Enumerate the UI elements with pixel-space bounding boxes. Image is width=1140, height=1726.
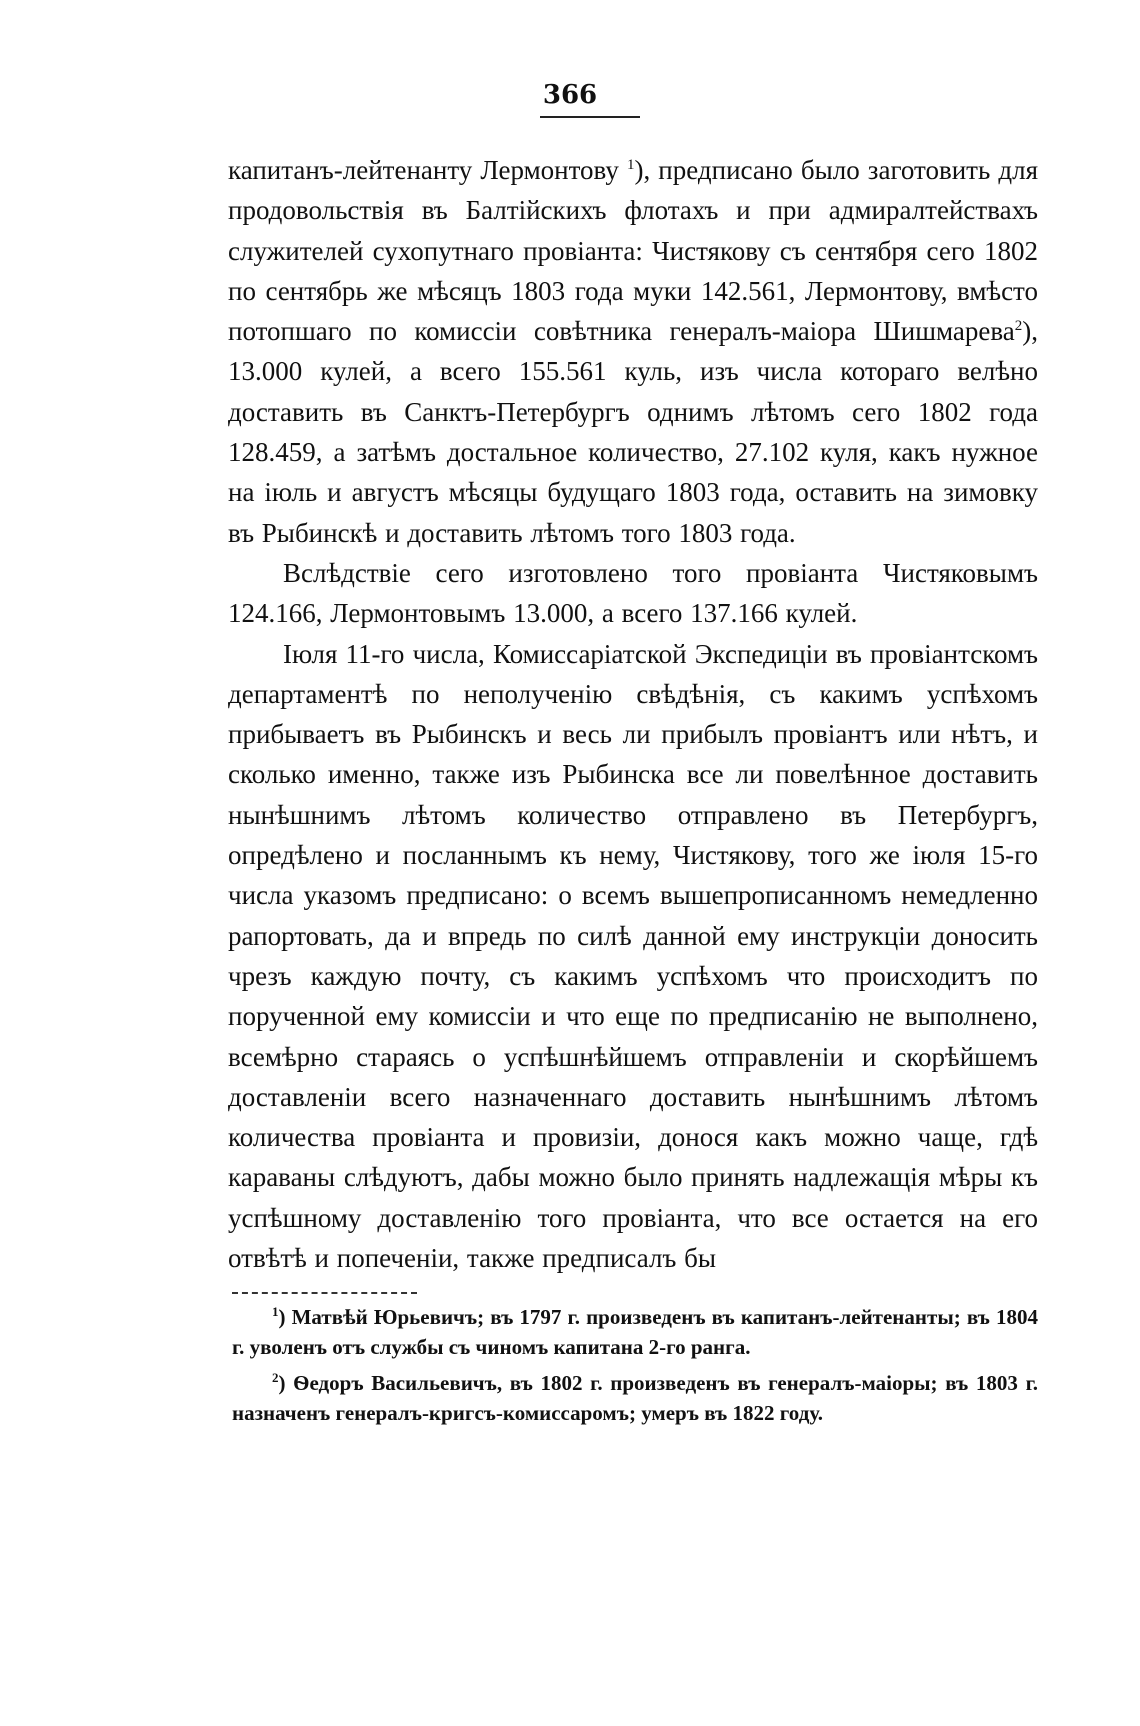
- page-number-rule: [540, 116, 640, 118]
- paragraph-1-text-a: капитанъ-лейтенанту Лермонтову: [228, 155, 627, 185]
- paragraph-3: Іюля 11-го числа, Комиссаріатской Экспедиціи въ провіантскомъ департаментѣ по неполученію свѣдѣнія, съ какимъ успѣхомъ прибываетъ въ Рыбинскъ и весь ли прибылъ провіантъ или нѣтъ, и сколько именно, также изъ Рыбинска все ли повелѣнное доставить нынѣшнимъ лѣтомъ количество отправлено въ Петербургъ, опредѣлено и посланнымъ къ нему, Чистякову, того же іюля 15-го числа указомъ предписано: о всемъ вышепрописанномъ немедленно рапортовать, да и впредь по силѣ данной ему инструкціи доносить чрезъ каждую почту, съ какимъ успѣхомъ что происходитъ по порученной ему комиссіи и что еще по предписанію не выполнено, всемѣрно стараясь о успѣшнѣйшемъ отправленіи и скорѣйшемъ доставленіи всего назначеннаго доставить нынѣшнимъ лѣтомъ количества провіанта и провизіи, донося какъ можно чаще, гдѣ караваны слѣдуютъ, дабы можно было принять надлежащія мѣры къ успѣшному доставленію того провіанта, что все остается на его отвѣтѣ и попеченіи, также предписалъ бы: [228, 638, 1038, 1274]
- footnote-ref-1: 1: [626, 157, 635, 173]
- paragraph-1-text-c: ), 13.000 кулей, а всего 155.561 куль, изъ числа котораго велѣно доставить въ Санктъ-Петербургъ однимъ лѣтомъ сего 1802 года 128.459, а затѣмъ достальное количество, 27.102 куля, какъ нужное на іюль и августъ мѣсяцы будущаго 1803 года, оставить на зимовку въ Рыбинскѣ и доставить лѣтомъ того 1803 года.: [228, 316, 1038, 548]
- footnotes: [232, 1302, 1038, 1434]
- footnote-1-marker: 1: [272, 1304, 279, 1319]
- footnote-1: [232, 1302, 1038, 1362]
- paragraph-1-text-b: ), предписано было заготовить для продовольствія въ Балтійскихъ флотахъ и при адмиралтействахъ служителей сухопутнаго провіанта: Чистякову съ сентября сего 1802 по сентябрь же мѣсяцъ 1803 года муки 142.561, Лермонтову, вмѣсто потопшаго по комиссіи совѣтника генералъ-маіора Шишмарева: [228, 155, 1038, 347]
- main-text: [228, 150, 1038, 1278]
- page-number: 366: [542, 80, 598, 110]
- footnote-1-text: ) Матвѣй Юрьевичъ; въ 1797 г. произведенъ въ капитанъ-лейтенанты; въ 1804 г. уволенъ отъ службы съ чиномъ капитана 2-го ранга.: [232, 1305, 1038, 1359]
- paragraph-2: Вслѣдствіе сего изготовлено того провіанта Чистяковымъ 124.166, Лермонтовымъ 13.000, а всего 137.166 кулей.: [228, 557, 1038, 629]
- footnote-2-marker: 2: [272, 1370, 279, 1385]
- footnote-ref-2: 2: [1014, 318, 1023, 335]
- footnote-2: [232, 1368, 1038, 1428]
- footnote-2-text: ) Ѳедоръ Васильевичъ, въ 1802 г. произведенъ въ генералъ-маіоры; въ 1803 г. назначенъ генералъ-кригсъ-комиссаромъ; умеръ въ 1822 году.: [232, 1371, 1038, 1425]
- footnote-separator: [232, 1292, 417, 1294]
- paragraph-1: [228, 150, 1038, 553]
